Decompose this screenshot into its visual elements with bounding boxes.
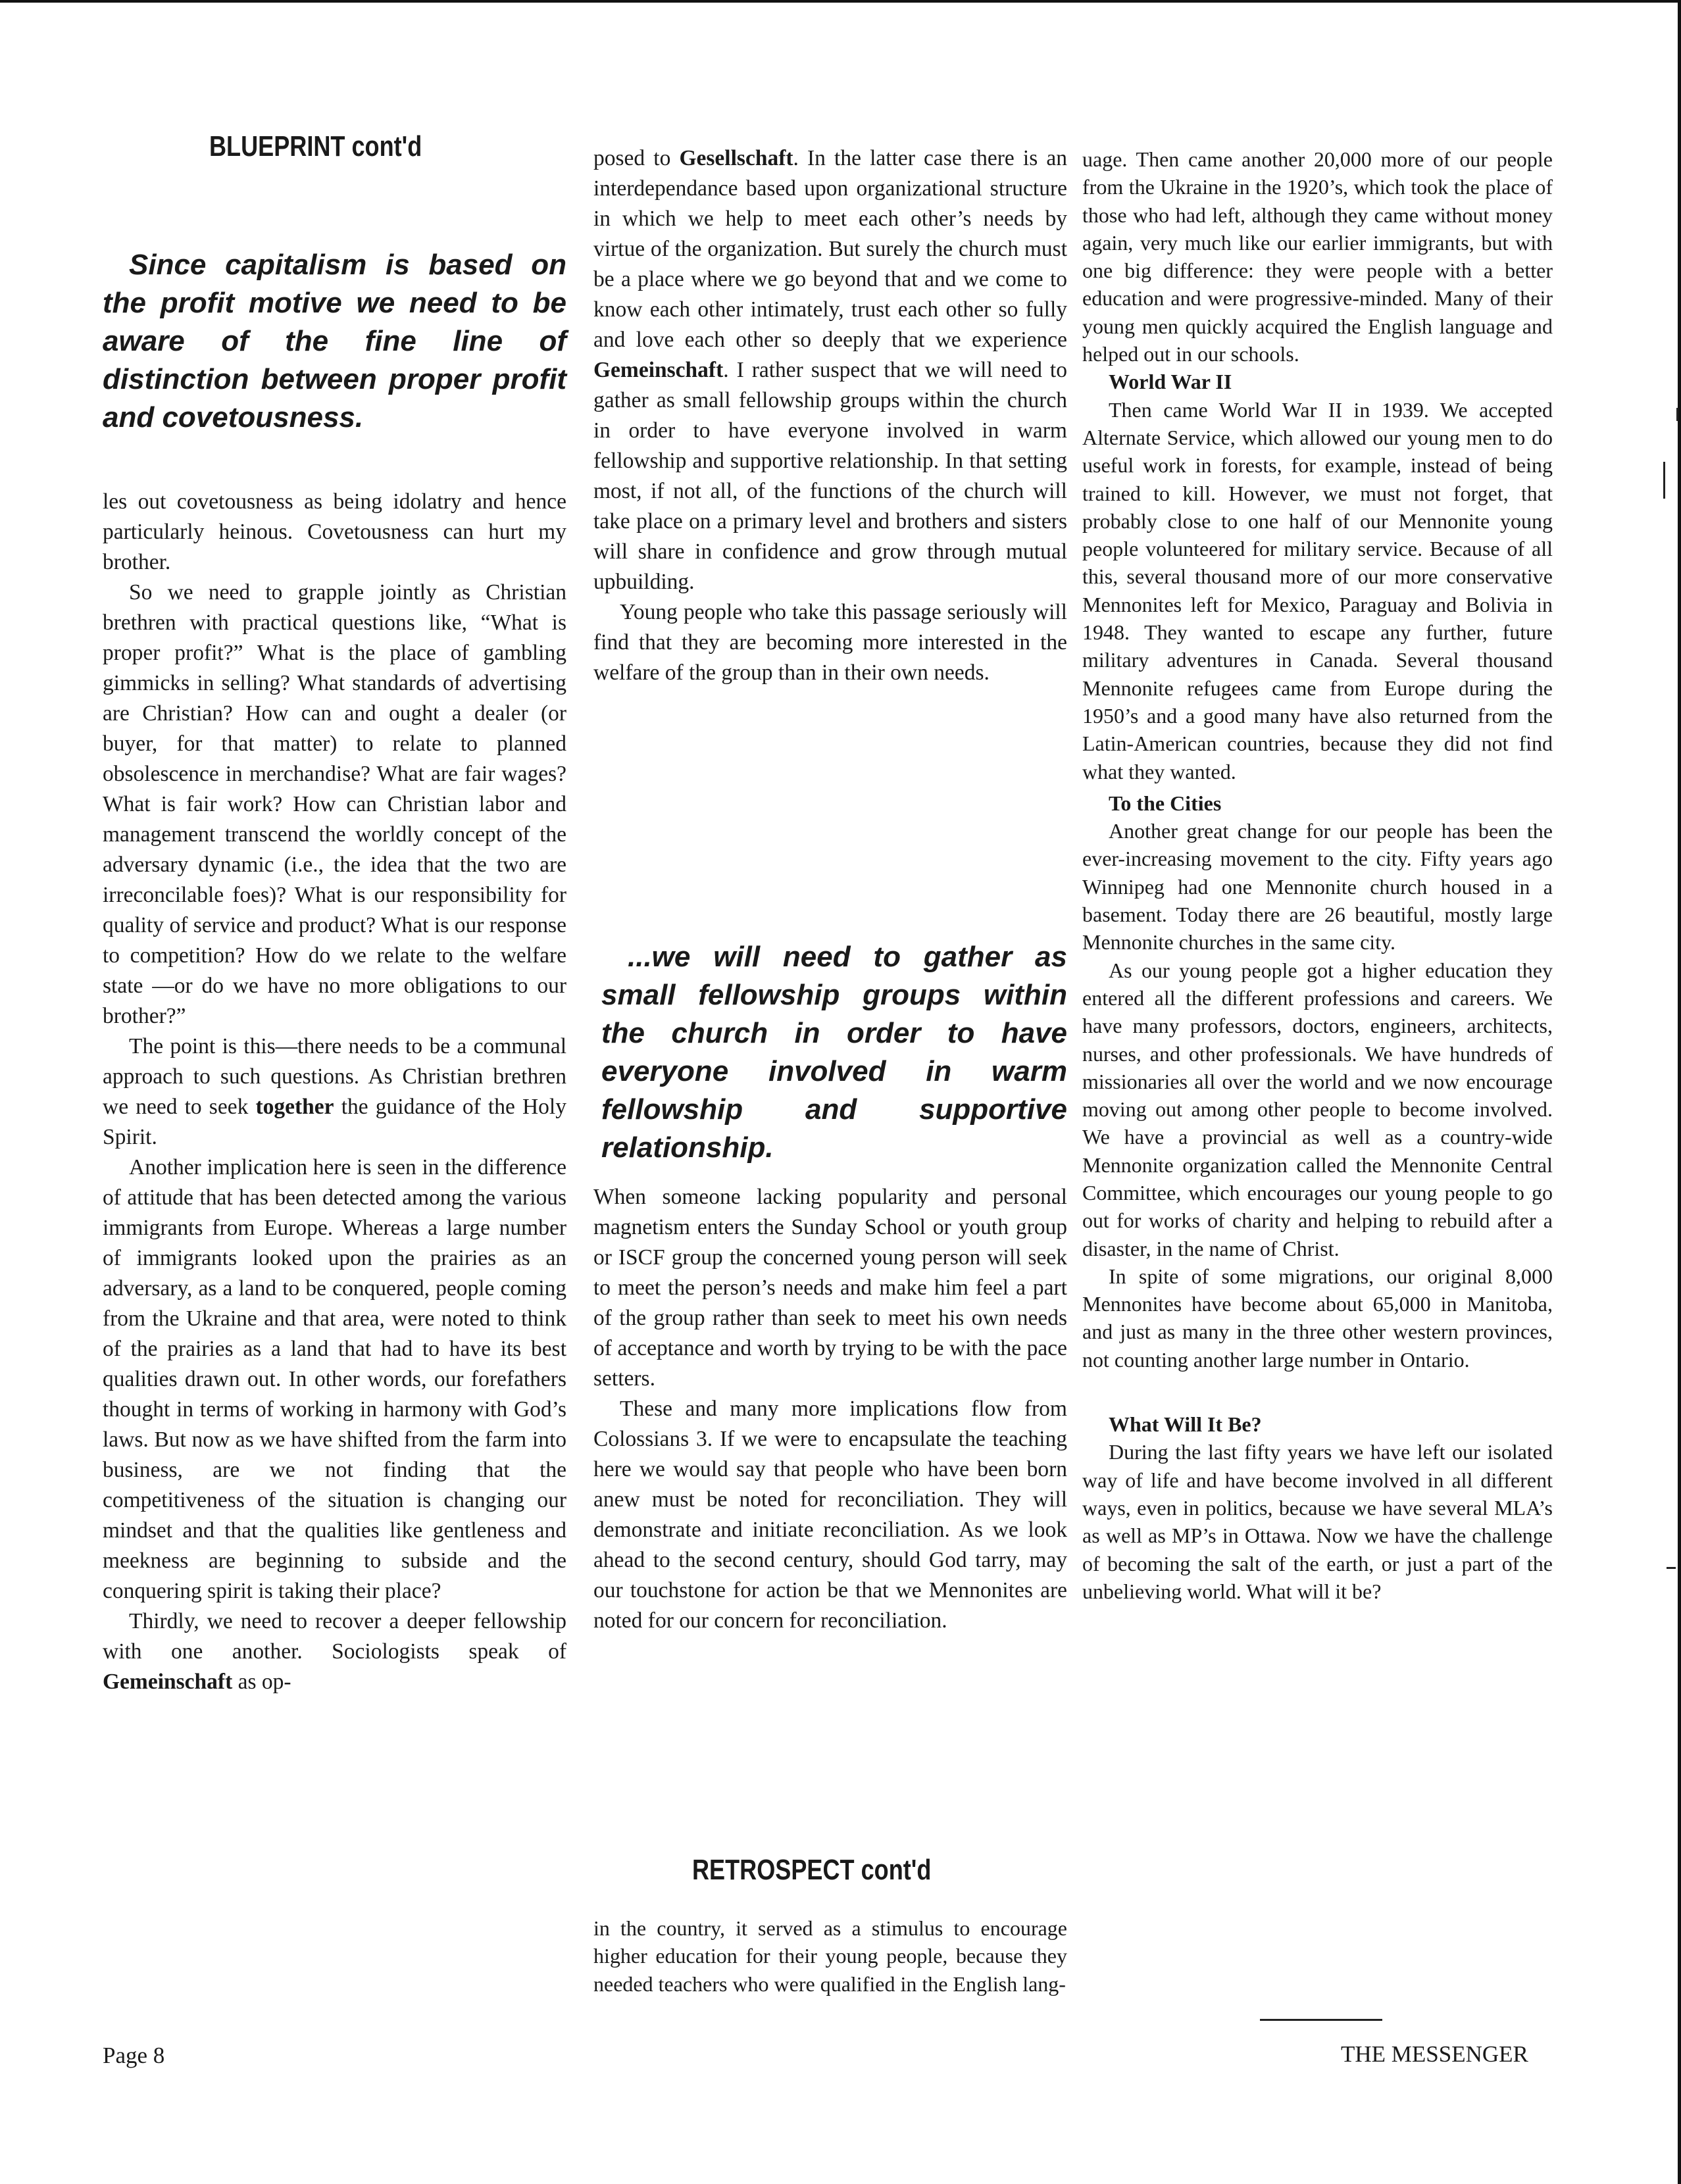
- paragraph-future: During the last fifty years we have left our isolated way of life and have become involved in all different ways, even in politics, because we have several MLA’s as well as MP’s in Ottawa. Now we have the challenge of becoming the salt of the earth, or just a part of the unbelieving world. What will it be?: [1082, 1440, 1553, 1603]
- paragraph-point: [103, 1031, 566, 1153]
- subheading-world-war-ii: World War II: [1109, 370, 1232, 394]
- thirdly-text-1: Thirdly, we need to recover a deeper fellowship with one another. Sociologists speak of: [103, 1609, 566, 1664]
- gem-bold-gemeinschaft: Gemeinschaft: [593, 358, 724, 382]
- paragraph-cities: Another great change for our people has been the ever-increasing movement to the city. Fifty years ago Winnipeg had one Mennonite church housed in a basement. Today there are 26 beautiful, mostly large Mennonite churches in the same city.: [1082, 819, 1553, 955]
- retrospect-col2-text: [593, 1914, 1067, 1998]
- paragraph-world-war: Then came World War II in 1939. We accepted Alternate Service, which allowed our young men to do useful work in forests, for example, instead of being trained to kill. However, we must not forget, that probably close to one half of our Mennonite young people volunteered for military service. Because of all this, several thousand more of our more conservative Mennonites left for Mexico, Paraguay and Bolivia in 1948. They wanted to escape any further, future military adventures in Canada. Several thousand Mennonite refugees came from Europe during the 1950’s and a good many have also returned from the Latin-American countries, because they did not find what they wanted.: [1082, 397, 1553, 783]
- pullquote-profit: Since capitalism is based on the profit motive we need to be aware of the fine line of distinction between proper profit and covetousness.: [103, 249, 566, 434]
- page-frame-right: [1678, 0, 1681, 2184]
- paragraph-practical-questions: So we need to grapple jointly as Christian brethren with practical questions like, “What is proper profit?” What is the place of gambling gimmicks in selling? What standards of advertising are Christian? How can and ought a dealer (or buyer, for that matter) to relate to planned obsolescence in merchandise? What are fair wages? What is fair work? How can Christian labor and management transcend the worldly concept of the adversary dynamic (i.e., the idea that the two are irreconcilable foes)? What is our responsibility for quality of service and product? What is our response to competition? How do we relate to the welfare state —or do we have no more obligations to our brother?”: [103, 580, 566, 1028]
- page-number: Page 8: [103, 2043, 165, 2068]
- page-frame-top: [0, 0, 1681, 3]
- subheading-to-the-cities: To the Cities: [1109, 791, 1222, 815]
- paragraph-covetousness: les out covetousness as being idolatry and hence particularly heinous. Covetousness can hurt my brother.: [103, 489, 566, 574]
- gem-text-2: . In the latter case there is an interdependance based upon organizational structure in which we help to meet each other’s needs by virtue of the organization. But surely the church must be a place where we go beyond that and we come to know each other intimately, trust each other so fully and love each other so deeply that we experience: [593, 146, 1067, 352]
- point-text-1: The point is this—there needs to be a communal approach to such questions. As Christian brethren we need to seek: [103, 1034, 566, 1119]
- blueprint-col2-top: [593, 143, 1067, 688]
- paragraph-young-people: Young people who take this passage seriously will find that they are becoming more interested in the welfare of the group than in their own needs.: [593, 600, 1067, 685]
- closing-rule: [1260, 2019, 1382, 2021]
- blueprint-heading: BLUEPRINT cont'd: [209, 130, 422, 162]
- edge-mark: [1667, 1567, 1676, 1569]
- thirdly-bold-gemeinschaft: Gemeinschaft: [103, 1670, 233, 1694]
- gem-text-3: . I rather suspect that we will need to gather as small fellowship groups within the church in order to have everyone involved in warm fellowship and supportive relationship. In that setting most, if not all, of the functions of the church will take place on a primary level and brothers and sisters will share in confidence and grow through mutual upbuilding.: [593, 358, 1067, 594]
- paragraph-education: As our young people got a higher education they entered all the different professions and careers. We have many professors, doctors, engineers, architects, nurses, and other professionals. We have hundreds of missionaries all over the world and we now encourage moving out among other people to become involved. We have a provincial as well as a country-wide Mennonite organization called the Mennonite Central Committee, which encourages our young people to go out for works of charity and helping to rebuild after a disaster, in the name of Christ.: [1082, 958, 1553, 1260]
- paragraph-colossians: These and many more implications flow from Colossians 3. If we were to encapsulate the teaching here we would say that people who have been born anew must be noted for reconciliation. They will demonstrate and initiate reconciliation. As we look ahead to the second century, should God tarry, may our touchstone for action be that we Mennonites are noted for our concern for reconciliation.: [593, 1397, 1067, 1633]
- gem-bold-gesellschaft: Gesellschaft: [679, 146, 793, 170]
- point-bold-together: together: [255, 1095, 334, 1119]
- paragraph-gemeinschaft: [593, 143, 1067, 597]
- edge-mark: [1663, 462, 1665, 499]
- paragraph-thirdly: [103, 1606, 566, 1697]
- edge-mark: [1676, 408, 1678, 421]
- paragraph-implication: Another implication here is seen in the difference of attitude that has been detected among the various immigrants from Europe. Whereas a large number of immigrants looked upon the prairies as an adversary, as a land to be conquered, people coming from the Ukraine and that area, were noted to think of the prairies as a land that had to have its best qualities drawn out. In other words, our forefathers thought in terms of working in harmony with God’s laws. But now as we have shifted from the farm into business, are we not finding that the competitiveness of the situation is changing our mindset and that the qualities like gentleness and meekness are beginning to subside and the conquering spirit is taking their place?: [103, 1155, 566, 1603]
- paragraph-migrations: In spite of some migrations, our original 8,000 Mennonites have become about 65,000 in Manitoba, and just as many in the three other western provinces, not counting another large number in Ontario.: [1082, 1264, 1553, 1372]
- thirdly-text-2: as op-: [232, 1670, 291, 1694]
- paragraph-popularity: When someone lacking popularity and personal magnetism enters the Sunday School or youth group or ISCF group the concerned young person will seek to meet the person’s needs and make him feel a part of the group rather than seek to meet his own needs of acceptance and worth by trying to be with the pace setters.: [593, 1185, 1067, 1391]
- point-text-2: the guidance of the Holy Spirit.: [103, 1095, 566, 1149]
- gem-text-1: posed to: [593, 146, 680, 170]
- paragraph-ukraine: uage. Then came another 20,000 more of our people from the Ukraine in the 1920’s, which took the place of those who had left, although they came without money again, very much like our earlier immigrants, but with one big difference: they were people with a better education and were progressive-minded. Many of their young men quickly acquired the English language and helped out in our schools.: [1082, 147, 1553, 366]
- publication-name: THE MESSENGER: [1341, 2041, 1528, 2067]
- retrospect-col3-text: [1082, 145, 1553, 1605]
- pullquote-fellowship: ...we will need to gather as small fellowship groups within the church in order to have everyone involved in warm fellowship and supportive relationship.: [601, 941, 1067, 1164]
- blueprint-col2-bottom: [593, 1182, 1067, 1636]
- retrospect-heading: RETROSPECT cont'd: [692, 1854, 932, 1886]
- subheading-what-will-it-be: What Will It Be?: [1109, 1412, 1262, 1437]
- blueprint-col1-text: [103, 487, 566, 1697]
- paragraph-country: in the country, it served as a stimulus to encourage higher education for their young people, because they needed teachers who were qualified in the English lang-: [593, 1916, 1067, 1996]
